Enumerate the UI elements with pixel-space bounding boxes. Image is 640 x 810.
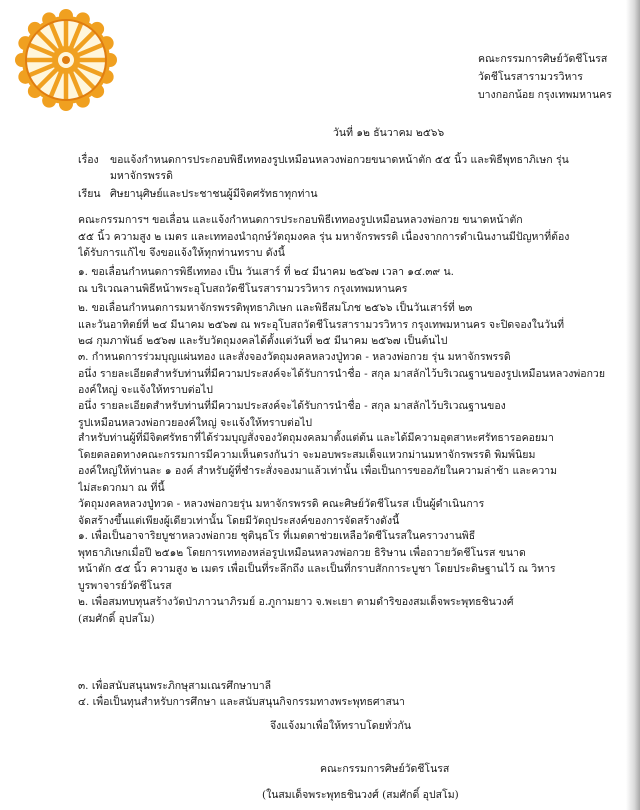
body-paragraph	[78, 528, 613, 594]
body-paragraph	[78, 678, 613, 695]
body-line: ๑. เพื่อเป็นอาจาริยบูชาหลวงพ่อกวย ชุตินฺธโร ที่เมตตาช่วยเหลือวัดชีโนรสในคราวงานพิธี	[78, 530, 476, 542]
wheel-axle	[62, 56, 70, 64]
body-paragraph	[78, 694, 613, 711]
subject-label: เรื่อง	[78, 154, 99, 166]
body-line: ๓. เพื่อสนับสนุนพระภิกษุสามเณรศึกษาบาลี	[78, 680, 272, 692]
body-line: ๓. กำหนดการร่วมบุญแผ่นทอง และสั่งจองวัตถุมงคลหลวงปู่ทวด - หลวงพ่อกวย รุ่น มหาจักรพรรดิ	[78, 351, 511, 363]
body-line: องค์ใหญ่ จะแจ้งให้ทราบต่อไป	[78, 384, 213, 396]
page-edge-shadow	[626, 0, 640, 810]
body-line: (สมศักดิ์ อุปสโม)	[78, 612, 155, 625]
signoff-line-1: คณะกรรมการศิษย์วัดชีโนรส	[320, 763, 450, 775]
body-line: พุทธาภิเษกเมื่อปี ๒๕๑๒ โดยการเททองหล่อรูปเหมือนหลวงพ่อกวย ธิริษาน เพื่อถวายวัดชีโนรส ขนาด	[78, 546, 526, 559]
body-line: วัตถุมงคลหลวงปู่ทวด - หลวงพ่อกวยรุ่น มหาจักรพรรดิ คณะศิษย์วัดชีโนรส เป็นผู้ดำเนินการ	[78, 498, 485, 510]
dharma-wheel-logo	[14, 8, 118, 112]
subject-block	[78, 152, 569, 184]
subject-line-2: มหาจักรพรรดิ	[110, 170, 173, 182]
signoff-line-2: (ในสมเด็จพระพุทธชินวงศ์ (สมศักดิ์ อุปสโม)	[262, 789, 459, 801]
sender-line-2: วัดชีโนรสารามวรวิหาร	[478, 71, 583, 83]
body-line: ๒๘ กุมภาพันธ์ ๒๕๖๗ และรับวัตถุมงคลได้ตั้งแต่วันที่ ๒๕ มีนาคม ๒๕๖๗ เป็นต้นไป	[78, 335, 448, 347]
body-line: สำหรับท่านผู้ที่มีจิตศรัทธาที่ได้ร่วมบุญสั่งจองวัตถุมงคลมาตั้งแต่ต้น และได้มีความอุตสาหะศรัทธารอคอยมา	[78, 432, 554, 444]
closing-line: จึงแจ้งมาเพื่อให้ทราบโดยทั่วกัน	[270, 720, 412, 732]
body-line: ไม่สะดวกมา ณ ที่นี้	[78, 481, 165, 494]
body-paragraph	[78, 300, 613, 350]
recipient-label: เรียน	[78, 188, 101, 200]
body-line: ๔. เพื่อเป็นทุนสำหรับการศึกษา และสนับสนุนกิจกรรมทางพระพุทธศาสนา	[78, 696, 405, 708]
body-paragraph	[78, 496, 613, 529]
body-line: อนึ่ง รายละเอียดสำหรับท่านที่มีความประสงค์จะได้รับการนำชื่อ - สกุล มาสลักไว้บริเวณฐานของรูปเหมือนหลวงพ่อกวย	[78, 367, 605, 380]
body-paragraph	[78, 398, 613, 431]
sender-line-3: บางกอกน้อย กรุงเทพมหานคร	[478, 89, 612, 101]
body-line: บูรพาจารย์วัดชีโนรส	[78, 579, 172, 592]
body-line: ๒. ขอเลื่อนกำหนดการมหาจักรพรรดิพุทธาภิเษก และพิธีสมโภช ๒๕๖๖ เป็นวันเสาร์ที่ ๒๓	[78, 302, 473, 314]
body-line: หน้าตัก ๕๕ นิ้ว ความสูง ๒ เมตร เพื่อเป็นที่ระลึกถึง และเป็นที่กราบสักการะบูชา โดยประดิษฐานไว้ ณ วิหาร	[78, 563, 556, 575]
recipient-block	[78, 186, 318, 202]
body-paragraph	[78, 594, 613, 627]
recipient-text: ศิษยานุศิษย์และประชาชนผู้มีจิตศรัทธาทุกท่าน	[110, 188, 318, 200]
body-line: และวันอาทิตย์ที่ ๒๔ มีนาคม ๒๕๖๗ ณ พระอุโบสถวัดชีโนรสารามวรวิหาร กรุงเทพมหานคร จะปิดจองในวันที่	[78, 318, 565, 331]
document-date: วันที่ ๑๒ ธันวาคม ๒๕๖๖	[333, 127, 445, 139]
body-line: ๑. ขอเลื่อนกำหนดการพิธีเททอง เป็น วันเสาร์ ที่ ๒๔ มีนาคม ๒๕๖๗ เวลา ๑๔.๓๙ น.	[78, 266, 454, 278]
body-paragraph	[78, 349, 613, 399]
body-line: จัดสร้างขึ้นแต่เพียงผู้เดียวเท่านั้น โดยมีวัตถุประสงค์ของการจัดสร้างดังนี้	[78, 514, 400, 527]
body-line: ๒. เพื่อสมทบทุนสร้างวัดป่าภาวนาภิรมย์ อ.ภูกามยาว จ.พะเยา ตามดำริของสมเด็จพระพุทธชินวงศ์	[78, 596, 514, 608]
subject-line-1: ขอแจ้งกำหนดการประกอบพิธีเททองรูปเหมือนหลวงพ่อกวยขนาดหน้าตัก ๕๕ นิ้ว และพิธีพุทธาภิเษก รุ่น	[110, 154, 569, 166]
body-paragraph	[78, 264, 613, 297]
body-line: องค์ใหญ่ให้ท่านละ ๑ องค์ สำหรับผู้ที่ชำระสั่งจองมาแล้วเท่านั้น เพื่อเป็นการขออภัยในความล่าช้า และความ	[78, 465, 558, 477]
body-line: คณะกรรมการฯ ขอเลื่อน และแจ้งกำหนดการประกอบพิธีเททองรูปเหมือนหลวงพ่อกวย ขนาดหน้าตัก	[78, 214, 523, 226]
body-paragraph	[78, 212, 613, 262]
body-line: ๕๕ นิ้ว ความสูง ๒ เมตร และเททองนำฤกษ์วัตถุมงคล รุ่น มหาจักรพรรดิ เนื่องจากการดำเนินงานมีปัญหาที่ต้อง	[78, 230, 570, 243]
body-line: รูปเหมือนหลวงพ่อกวยองค์ใหญ่ จะแจ้งให้ทราบต่อไป	[78, 416, 313, 429]
body-line: โดยตลอดทางคณะกรรมการมีความเห็นตรงกันว่า จะมอบพระสมเด็จแหวกม่านมหาจักรพรรดิ พิมพ์นิยม	[78, 448, 536, 461]
body-line: อนึ่ง รายละเอียดสำหรับท่านที่มีความประสงค์จะได้รับการนำชื่อ - สกุล มาสลักไว้บริเวณฐานของ	[78, 400, 506, 412]
body-paragraph	[78, 430, 613, 496]
sender-line-1: คณะกรรมการศิษย์วัดชีโนรส	[478, 53, 608, 65]
sender-block	[478, 50, 612, 104]
body-line: ได้รับการแก้ไข จึงขอแจ้งให้ทุกท่านทราบ ดังนี้	[78, 247, 285, 259]
body-line: ณ บริเวณลานพิธีหน้าพระอุโบสถวัดชีโนรสารามวรวิหาร กรุงเทพมหานคร	[78, 282, 408, 295]
